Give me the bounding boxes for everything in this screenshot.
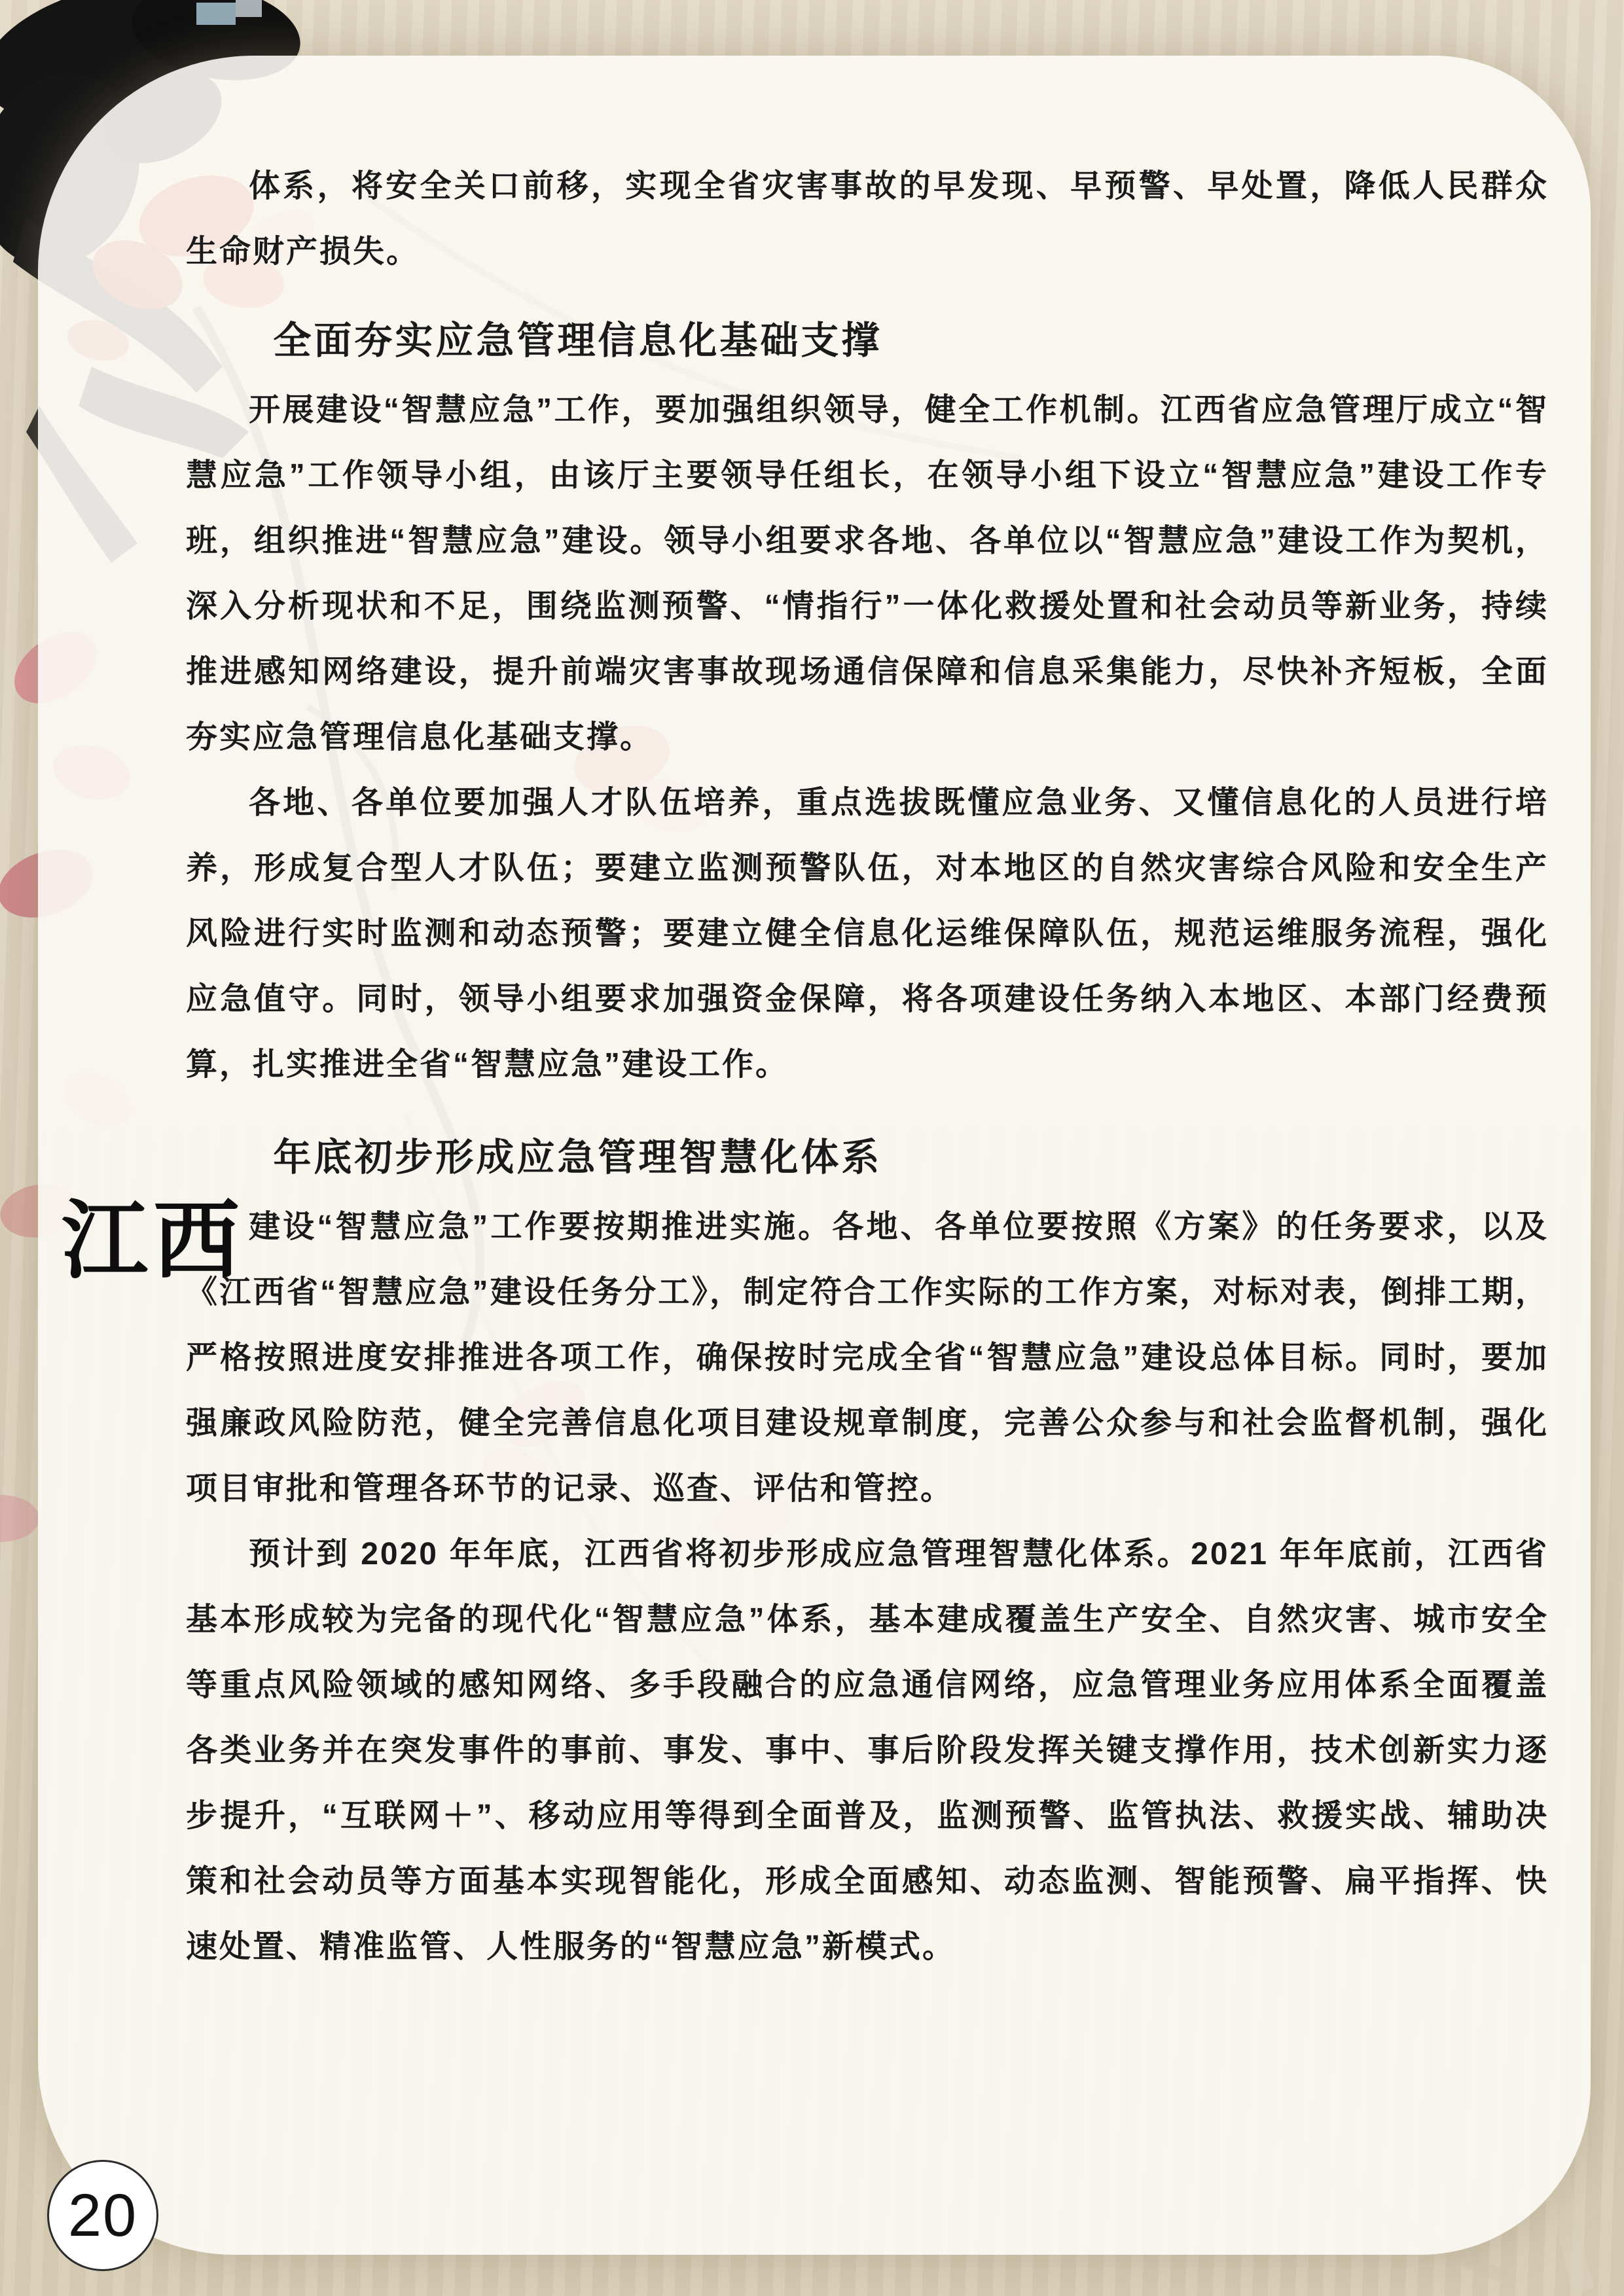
section-1-heading: 全面夯实应急管理信息化基础支撑 (273, 319, 882, 362)
page-number: 20 (67, 2181, 138, 2249)
section-1-paragraph-2: 各地、各单位要加强人才队伍培养，重点选拔既懂应急业务、又懂信息化的人员进行培养，形成复合型人才队伍；要建立监测预警队伍，对本地区的自然灾害综合风险和安全生产风险进行实时监测和动态预警；要建立健全信息化运维保障队伍，规范运维服务流程，强化应急值守。同时，领导小组要求加强资金保障，将各项建设任务纳入本地区、本部门经费预算，扎实推进全省“智慧应急”建设工作。 (186, 785, 1549, 1082)
section-1-paragraph-1: 开展建设“智慧应急”工作，要加强组织领导，健全工作机制。江西省应急管理厅成立“智慧应急”工作领导小组，由该厅主要领导任组长，在领导小组下设立“智慧应急”建设工作专班，组织推进“智慧应急”建设。领导小组要求各地、各单位以“智慧应急”建设工作为契机，深入分析现状和不足，围绕监测预警、“情指行”一体化救援处置和社会动员等新业务，持续推进感知网络建设，提升前端灾害事故现场通信保障和信息采集能力，尽快补齐短板，全面夯实应急管理信息化基础支撑。 (186, 393, 1549, 755)
section-2-heading: 年底初步形成应急管理智慧化体系 (273, 1136, 882, 1179)
article-body (38, 56, 1591, 1980)
section-2-paragraph-1: 建设“智慧应急”工作要按期推进实施。各地、各单位要按照《方案》的任务要求，以及《江西省“智慧应急”建设任务分工》，制定符合工作实际的工作方案，对标对表，倒排工期，严格按照进度安排推进各项工作，确保按时完成全省“智慧应急”建设总体目标。同时，要加强廉政风险防范，健全完善信息化项目建设规章制度，完善公众参与和社会监督机制，强化项目审批和管理各环节的记录、巡查、评估和管控。 (186, 1210, 1549, 1506)
content-card (38, 56, 1591, 2255)
section-2-paragraph-2: 预计到 2020 年年底，江西省将初步形成应急管理智慧化体系。2021 年年底前，江西省基本形成较为完备的现代化“智慧应急”体系，基本建成覆盖生产安全、自然灾害、城市安全等重点风险领域的感知网络、多手段融合的应急通信网络，应急管理业务应用体系全面覆盖各类业务并在突发事件的事前、事发、事中、事后阶段发挥关键支撑作用，技术创新实力逐步提升，“互联网＋”、移动应用等得到全面普及，监测预警、监管执法、救援实战、辅助决策和社会动员等方面基本实现智能化，形成全面感知、动态监测、智能预警、扁平指挥、快速处置、精准监管、人性服务的“智慧应急”新模式。 (186, 1537, 1549, 1964)
province-label: 江西 (62, 1193, 245, 1289)
page-number-badge (47, 2160, 158, 2271)
paragraph-continued: 体系，将安全关口前移，实现全省灾害事故的早发现、早预警、早处置，降低人民群众生命财产损失。 (186, 169, 1549, 269)
